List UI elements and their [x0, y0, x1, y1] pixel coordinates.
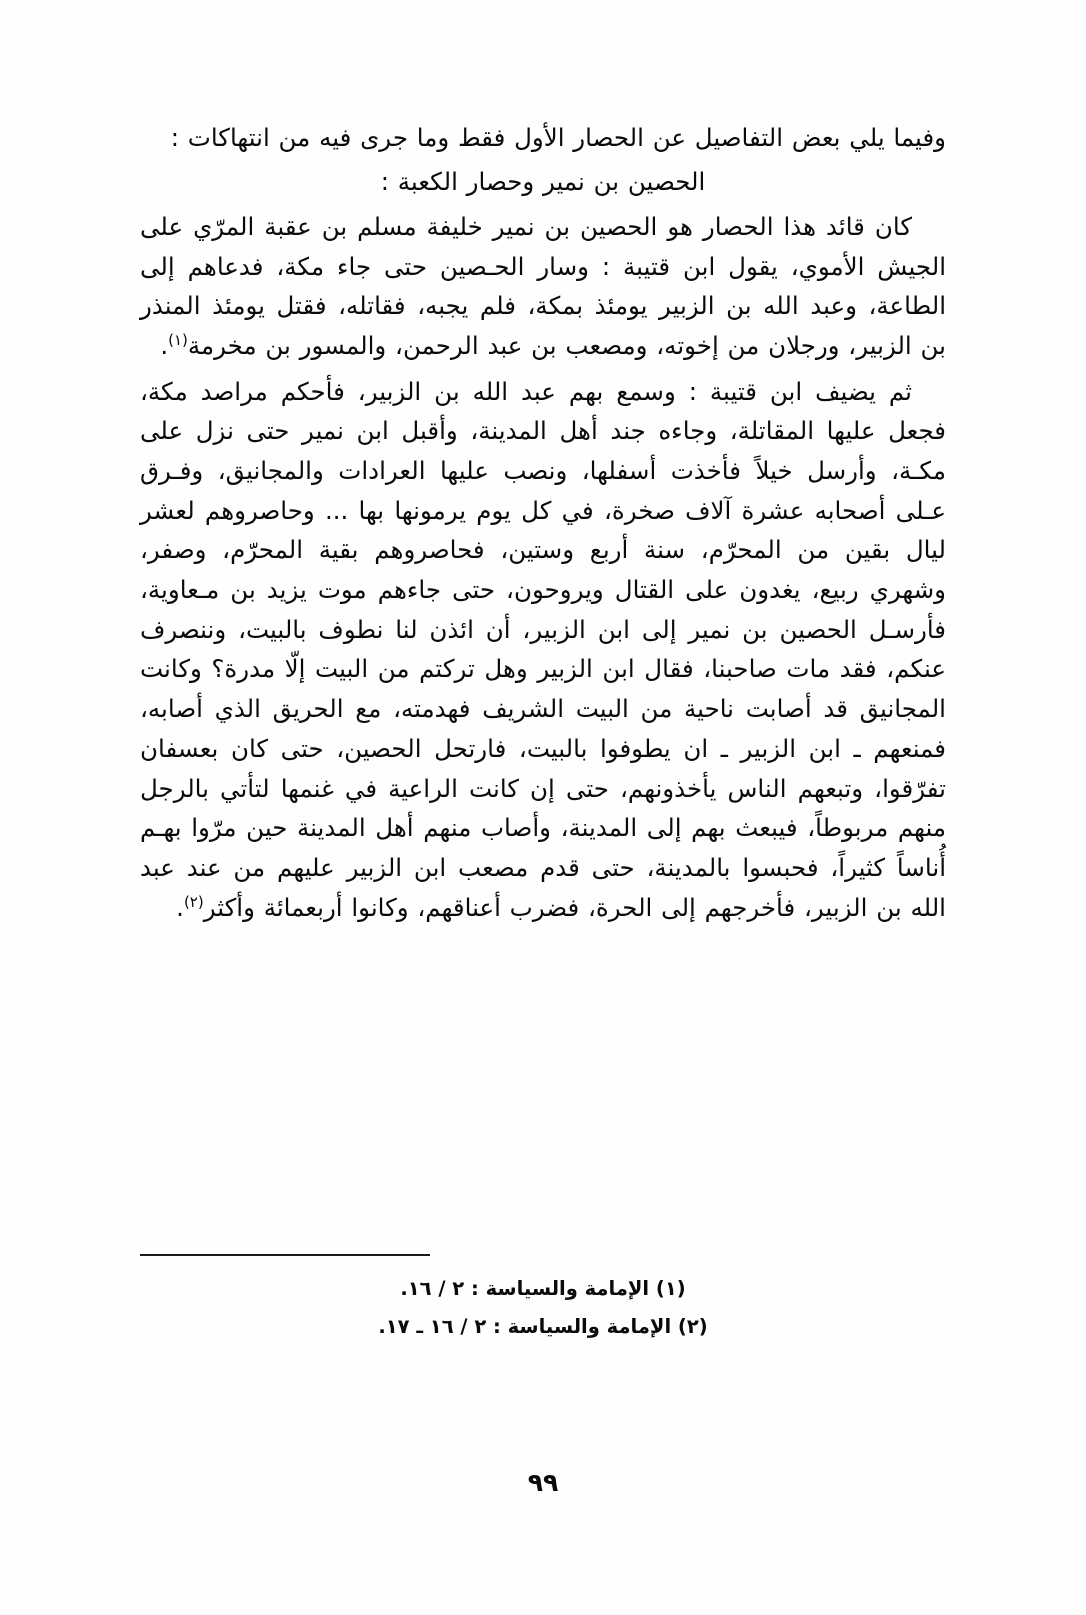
- section-subheading: الحصين بن نمير وحصار الكعبة :: [380, 166, 706, 196]
- paragraph-2: [140, 372, 946, 928]
- footnote-marker-2: (٢): [183, 892, 204, 911]
- footnote-item: (٢) الإمامة والسياسة : ٢ / ١٦ ـ ١٧.: [378, 1314, 708, 1338]
- footnote-divider: [140, 1254, 430, 1256]
- paragraph-2-end: .: [176, 892, 184, 922]
- page-content: [140, 118, 946, 933]
- footnote-marker-1: (١): [168, 330, 188, 349]
- footnote-item: (١) الإمامة والسياسة : ٢ / ١٦.: [400, 1276, 686, 1300]
- paragraph-1: [140, 207, 946, 366]
- footnote-separator-wrap: [140, 1254, 946, 1270]
- intro-paragraph: وفيما يلي بعض التفاصيل عن الحصار الأول فقط وما جرى فيه من انتهاكات :: [170, 123, 946, 152]
- page-number: ٩٩: [527, 1468, 559, 1497]
- paragraph-1-text: كان قائد هذا الحصار هو الحصين بن نمير خليفة مسلم بن عقبة المرّي على الجيش الأموي، يقول ابن قتيبة : وسار الحـصين حتى جاء مكة، فدعاهم إلى الطاعة، وعبد الله بن الزبير يومئذ بمكة، فلم يجبه، فقاتله، فقتل يومئذ المنذر بن الزبير، ورجلان من إخوته، ومصعب بن عبد الرحمن، والمسور بن مخرمة: [140, 211, 946, 360]
- paragraph-1-end: .: [160, 330, 169, 360]
- footnotes-section: [140, 1254, 946, 1346]
- paragraph-2-text: ثم يضيف ابن قتيبة : وسمع بهم عبد الله بن الزبير، فأحكم مراصد مكة، فجعل عليها المقاتلة، وجاءه جند أهل المدينة، وأقبل ابن نمير حتى نزل على مكـة، وأرسل خيلاً فأخذت أسفلها، ونصب عليها العرادات والمجانيق، وفـرق عـلى أصحابه عشرة آلاف صخرة، في كل يوم يرمونها بها ... وحاصروهم لعشر ليال بقين من المحرّم، سنة أربع وستين، فحاصروهم بقية المحرّم، وصفر، وشهري ربيع، يغدون على القتال ويروحون، حتى جاءهم موت يزيد بن مـعاوية، فأرسـل الحصين بن نمير إلى ابن الزبير، أن ائذن لنا نطوف بالبيت، وننصرف عنكم، فقد مات صاحبنا، فقال ابن الزبير وهل تركتم من البيت إلّا مدرة؟ وكانت المجانيق قد أصابت ناحية من البيت الشريف فهدمته، مع الحريق الذي أصابه، فمنعهم ـ ابن الزبير ـ ان يطوفوا بالبيت، فارتحل الحصين، حتى كان بعسفان تفرّقوا، وتبعهم الناس يأخذونهم، حتى إن كانت الراعية في غنمها لتأتي بالرجل منهم مربوطاً، فيبعث بهم إلى المدينة، وأصاب منهم أهل المدينة حين مرّوا بهـم أُناساً كثيراً، فحبسوا بالمدينة، حتى قدم مصعب ابن الزبير عليهم من عند عبد الله بن الزبير، فأخرجهم إلى الحرة، فضرب أعناقهم، وكانوا أربعمائة وأكثر: [140, 376, 946, 922]
